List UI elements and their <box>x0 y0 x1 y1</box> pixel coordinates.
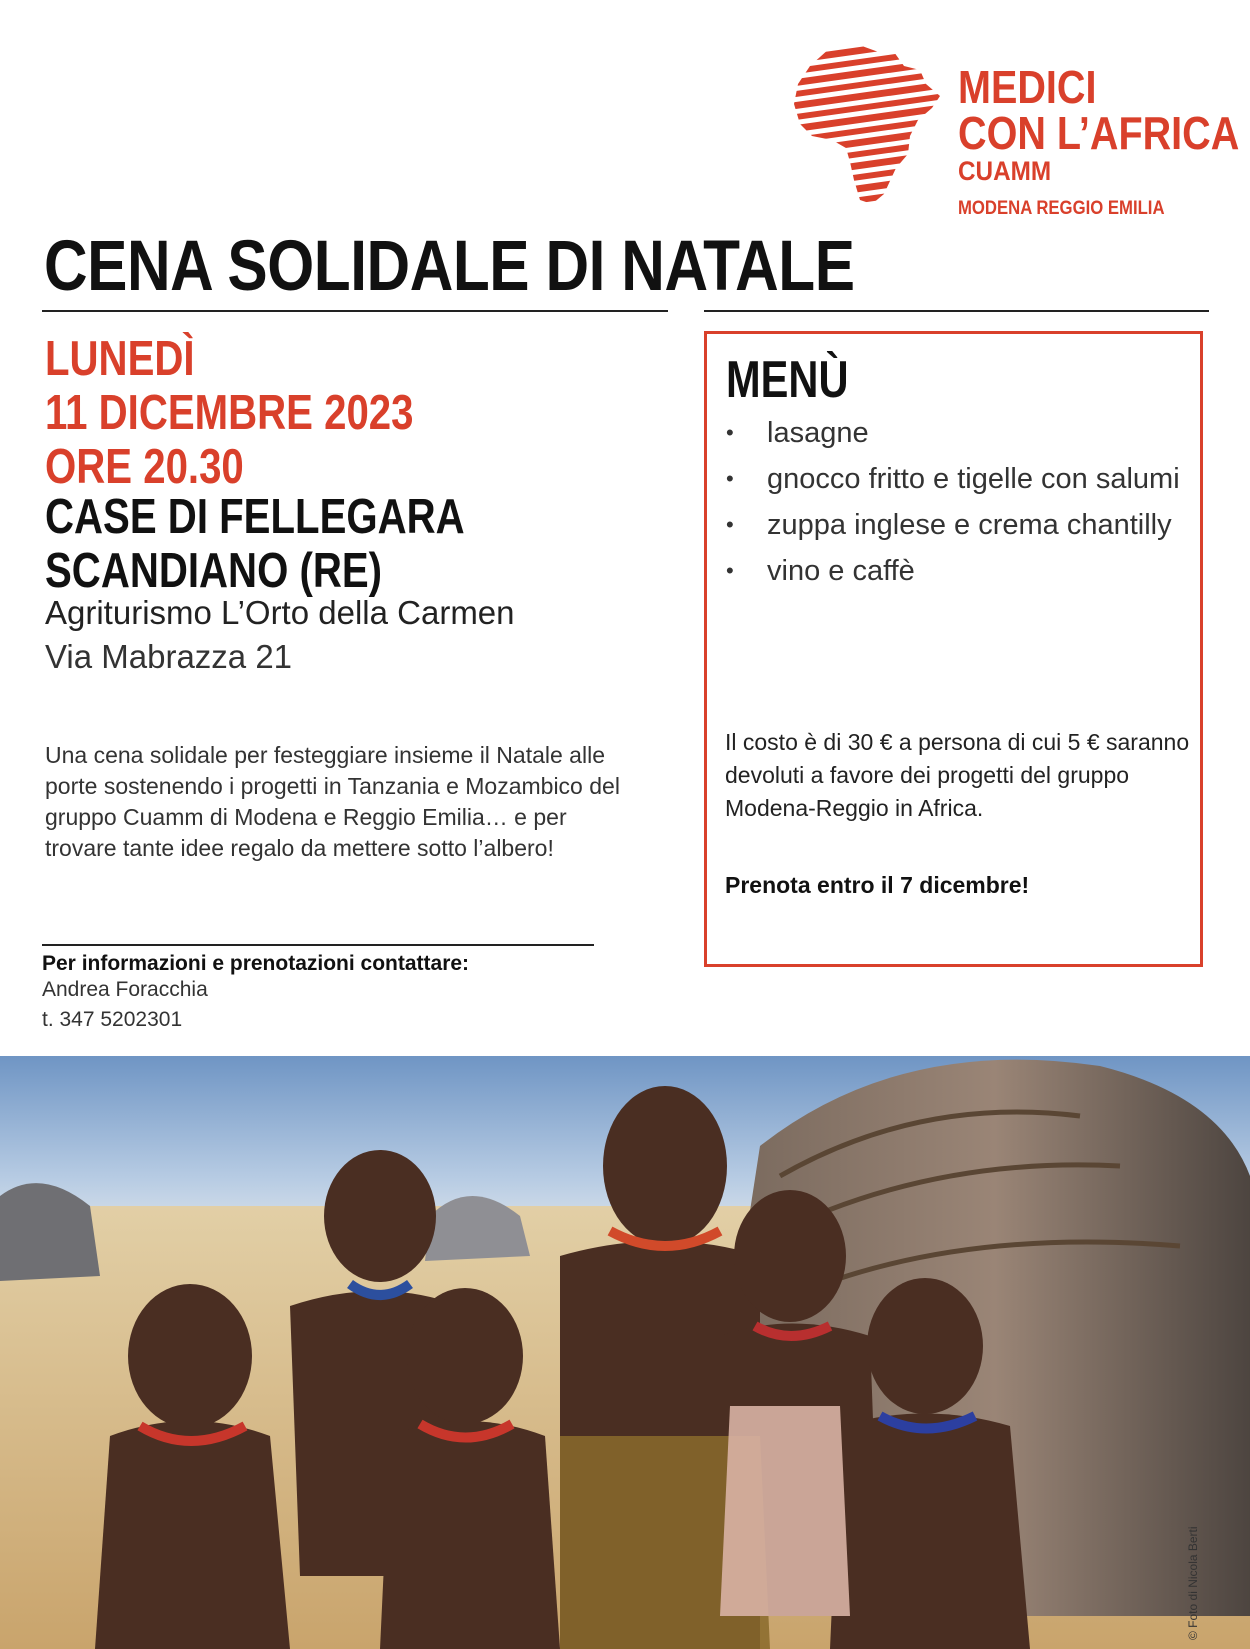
africa-map-logo-icon <box>792 44 942 206</box>
event-place-2: SCANDIANO (RE) <box>45 544 383 598</box>
menu-list <box>726 410 1186 594</box>
event-description: Una cena solidale per festeggiare insieme il Natale alle porte sostenendo i progetti in Tanzania e Mozambico del gruppo Cuamm di Modena e Reggio Emilia… e per trovare tante idee regalo da mettere sotto l’albero! <box>45 742 620 861</box>
bullet-icon: • <box>726 420 734 445</box>
bullet-icon: • <box>726 466 734 491</box>
children-photo <box>0 1056 1250 1649</box>
menu-item <box>726 456 1186 502</box>
menu-item-label: zuppa inglese e crema chantilly <box>767 509 1172 541</box>
photo-credit: © Foto di Nicola Berti <box>1186 1526 1200 1640</box>
divider-left <box>42 310 668 312</box>
logo-wordmark <box>958 61 1250 219</box>
page-title: CENA SOLIDALE DI NATALE <box>44 227 855 306</box>
event-day: LUNEDÌ <box>45 332 195 386</box>
contact-phone: t. 347 5202301 <box>42 1008 183 1031</box>
event-address: Via Mabrazza 21 <box>45 638 293 675</box>
contact-heading: Per informazioni e prenotazioni contattare: <box>42 952 470 975</box>
event-venue: Agriturismo L’Orto della Carmen <box>45 594 515 631</box>
event-location <box>45 490 465 598</box>
bullet-icon: • <box>726 512 734 537</box>
event-place-1: CASE DI FELLEGARA <box>45 490 465 544</box>
bullet-icon: • <box>726 558 734 583</box>
menu-item-label: gnocco fritto e tigelle con salumi <box>767 463 1180 495</box>
event-time: ORE 20.30 <box>45 440 244 494</box>
menu-item <box>726 548 1186 594</box>
contact-name: Andrea Foracchia <box>42 978 208 1001</box>
divider-right <box>704 310 1209 312</box>
logo-line-cuamm: CUAMM <box>958 156 1052 186</box>
logo-line-medici: MEDICI <box>958 61 1097 113</box>
menu-item-label: vino e caffè <box>767 555 915 587</box>
menu-item <box>726 410 1186 456</box>
menu-item-label: lasagne <box>767 417 869 449</box>
event-datetime <box>45 332 413 494</box>
menu-cost: Il costo è di 30 € a persona di cui 5 € saranno devoluti a favore dei progetti del gruppo Modena-Reggio in Africa. <box>725 729 1190 821</box>
logo-line-region: MODENA REGGIO EMILIA <box>958 198 1165 219</box>
divider-contact <box>42 944 594 946</box>
booking-deadline: Prenota entro il 7 dicembre! <box>725 872 1030 898</box>
menu-title: MENÙ <box>726 351 849 409</box>
event-date: 11 DICEMBRE 2023 <box>45 386 414 440</box>
menu-item <box>726 502 1186 548</box>
logo-line-con-lafrica: CON L’AFRICA <box>958 107 1240 159</box>
